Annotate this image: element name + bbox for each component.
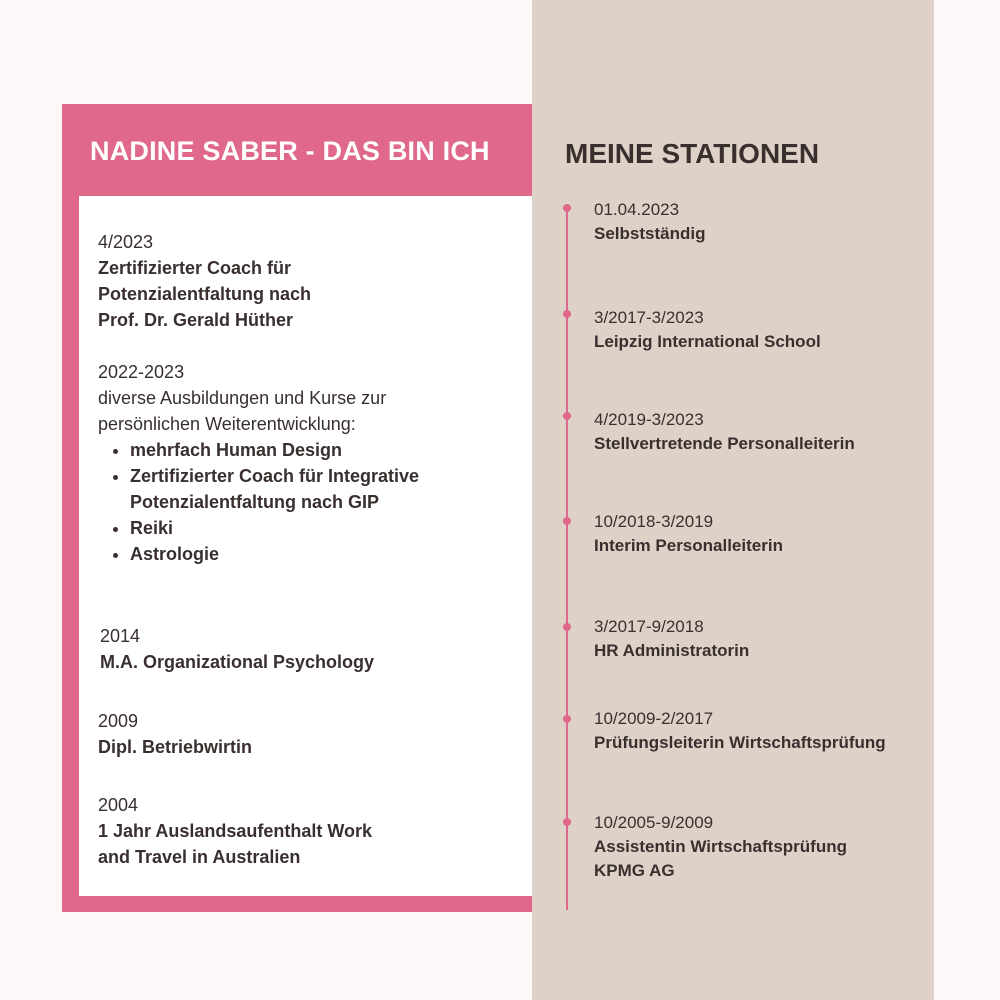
training-list bbox=[98, 437, 458, 567]
entry-date: 2014 bbox=[100, 626, 141, 646]
timeline-dot bbox=[563, 715, 571, 723]
education-entry-2014 bbox=[100, 623, 440, 675]
station-label: Leipzig International School bbox=[594, 332, 821, 351]
entry-date: 4/2023 bbox=[98, 232, 154, 252]
entry-date: 2022-2023 bbox=[98, 362, 185, 382]
station-date: 3/2017-3/2023 bbox=[594, 308, 704, 327]
education-entry-2022 bbox=[98, 359, 458, 567]
list-item: • Astrologie bbox=[130, 541, 458, 567]
station-date: 3/2017-9/2018 bbox=[594, 617, 704, 636]
entry-date: 2009 bbox=[98, 711, 139, 731]
stations-title: MEINE STATIONEN bbox=[565, 138, 820, 169]
station-label: Assistentin Wirtschaftsprüfung bbox=[594, 837, 847, 856]
entry-line: Dipl. Betriebwirtin bbox=[98, 737, 253, 757]
timeline-dot bbox=[563, 517, 571, 525]
education-entry-2004 bbox=[98, 792, 438, 870]
station-item bbox=[594, 198, 924, 246]
station-date: 01.04.2023 bbox=[594, 200, 680, 219]
station-item bbox=[594, 707, 924, 755]
entry-date: 2004 bbox=[98, 795, 139, 815]
entry-intro-line: persönlichen Weiterentwicklung: bbox=[98, 414, 356, 434]
entry-line: and Travel in Australien bbox=[98, 847, 301, 867]
education-entry-2009 bbox=[98, 708, 438, 760]
entry-line: Potenzialentfaltung nach bbox=[98, 284, 312, 304]
timeline-dot bbox=[563, 412, 571, 420]
entry-line: Zertifizierter Coach für bbox=[98, 258, 292, 278]
education-entry-2023 bbox=[98, 229, 438, 333]
timeline-dot bbox=[563, 818, 571, 826]
station-date: 10/2005-9/2009 bbox=[594, 813, 714, 832]
timeline-dot bbox=[563, 204, 571, 212]
station-date: 10/2018-3/2019 bbox=[594, 512, 714, 531]
station-label: KPMG AG bbox=[594, 861, 675, 880]
station-label: HR Administratorin bbox=[594, 641, 750, 660]
station-label: Interim Personalleiterin bbox=[594, 536, 783, 555]
entry-line: 1 Jahr Auslandsaufenthalt Work bbox=[98, 821, 373, 841]
station-label: Stellvertretende Personalleiterin bbox=[594, 434, 855, 453]
station-item bbox=[594, 615, 924, 663]
station-item bbox=[594, 408, 924, 456]
station-item bbox=[594, 306, 924, 354]
entry-intro-line: diverse Ausbildungen und Kurse zur bbox=[98, 388, 387, 408]
entry-line: M.A. Organizational Psychology bbox=[100, 652, 375, 672]
timeline-dot bbox=[563, 310, 571, 318]
list-item: • mehrfach Human Design bbox=[130, 437, 458, 463]
timeline-dot bbox=[563, 623, 571, 631]
entry-line: Prof. Dr. Gerald Hüther bbox=[98, 310, 294, 330]
station-item bbox=[594, 811, 924, 883]
list-item: • Reiki bbox=[130, 515, 458, 541]
station-item bbox=[594, 510, 924, 558]
station-label: Prüfungsleiterin Wirtschaftsprüfung bbox=[594, 733, 886, 752]
station-date: 4/2019-3/2023 bbox=[594, 410, 704, 429]
list-item: • Zertifizierter Coach für Integrative Potenzialentfaltung nach GIP bbox=[130, 463, 430, 515]
profile-title: NADINE SABER - DAS BIN ICH bbox=[90, 136, 490, 166]
station-date: 10/2009-2/2017 bbox=[594, 709, 714, 728]
station-label: Selbstständig bbox=[594, 224, 706, 243]
